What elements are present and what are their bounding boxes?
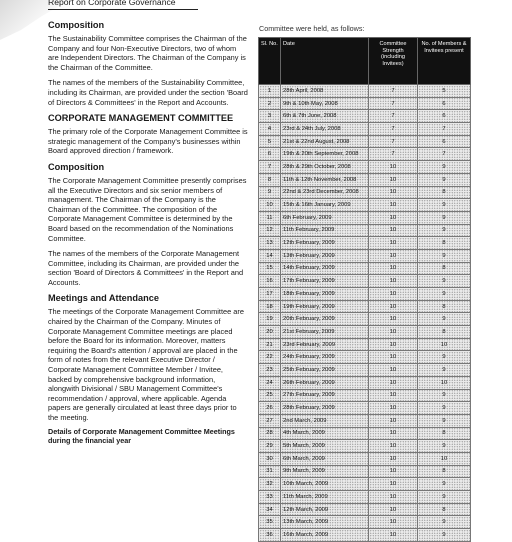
cell-date: 26th February, 2009 bbox=[281, 376, 369, 389]
cell-committee-strength: 10 bbox=[369, 161, 418, 174]
cell-date: 14th February, 2009 bbox=[281, 262, 369, 275]
cell-committee-strength: 10 bbox=[369, 237, 418, 250]
cell-sl-no: 33 bbox=[259, 491, 281, 504]
table-row bbox=[259, 491, 471, 504]
composition2-paragraph-1: The Corporate Management Committee presently comprises all the Executive Directors and six senior members of management. The Chairman of the Company is the Chairman of the Committee. The composition of the Corporate Management Committee is determined by the Board based on the recommendation of the Nominations Committee. bbox=[48, 175, 247, 243]
cmc-heading: CORPORATE MANAGEMENT COMMITTEE bbox=[48, 113, 234, 124]
cell-date: 21st & 22nd August, 2008 bbox=[281, 135, 369, 148]
table-row bbox=[259, 148, 471, 161]
cell-members-present: 9 bbox=[418, 529, 471, 542]
cell-committee-strength: 10 bbox=[369, 440, 418, 453]
cell-date: 19th & 20th September, 2008 bbox=[281, 148, 369, 161]
cell-date: 6th March, 2009 bbox=[281, 452, 369, 465]
cell-date: 12th March, 2009 bbox=[281, 503, 369, 516]
cell-sl-no: 29 bbox=[259, 440, 281, 453]
cell-sl-no: 28 bbox=[259, 427, 281, 440]
cell-members-present: 10 bbox=[418, 338, 471, 351]
table-row bbox=[259, 262, 471, 275]
cell-members-present: 9 bbox=[418, 440, 471, 453]
cell-sl-no: 30 bbox=[259, 452, 281, 465]
table-row bbox=[259, 389, 471, 402]
meetings-paragraph: The meetings of the Corporate Management Committee are chaired by the Chairman of the Company. Minutes of Corporate Management Committee meetings are placed before the Board for its information. Moreover, matters requiring the Board's attention / approval are placed in the form of notes from the relevant Executive Director / Corporate Management Committee Member / Invitee, backed by comprehensive background information, alongwith Divisional / SBU Management Committee's recommendation / approval, where applicable. Agenda papers are generally circulated at least three days prior to the meeting. bbox=[48, 307, 244, 422]
cell-members-present: 8 bbox=[418, 427, 471, 440]
cell-date: 18th February, 2009 bbox=[281, 288, 369, 301]
cell-committee-strength: 10 bbox=[369, 503, 418, 516]
cell-date: 23rd February, 2009 bbox=[281, 338, 369, 351]
cell-committee-strength: 10 bbox=[369, 211, 418, 224]
cell-date: 6th February, 2009 bbox=[281, 211, 369, 224]
cell-sl-no: 5 bbox=[259, 135, 281, 148]
cell-committee-strength: 10 bbox=[369, 300, 418, 313]
cell-members-present: 6 bbox=[418, 110, 471, 123]
composition-heading: Composition bbox=[48, 20, 105, 30]
cell-members-present: 9 bbox=[418, 249, 471, 262]
cell-sl-no: 14 bbox=[259, 249, 281, 262]
cell-sl-no: 2 bbox=[259, 97, 281, 110]
cell-date: 12th February, 2009 bbox=[281, 237, 369, 250]
cell-sl-no: 1 bbox=[259, 85, 281, 98]
cell-sl-no: 7 bbox=[259, 161, 281, 174]
cell-committee-strength: 10 bbox=[369, 313, 418, 326]
cell-date: 20th February, 2009 bbox=[281, 313, 369, 326]
cell-committee-strength: 10 bbox=[369, 529, 418, 542]
cell-date: 22nd & 23rd December, 2008 bbox=[281, 186, 369, 199]
composition-paragraph-1: The Sustainability Committee comprises the Chairman of the Company and four Non-Executive Directors, two of whom are Independent Directors. The Chairman of the Company is the Chairman of the Committee. bbox=[48, 34, 247, 72]
cell-date: 9th March, 2009 bbox=[281, 465, 369, 478]
table-row bbox=[259, 85, 471, 98]
cell-date: 13th March, 2009 bbox=[281, 516, 369, 529]
cell-committee-strength: 10 bbox=[369, 173, 418, 186]
table-row bbox=[259, 452, 471, 465]
cell-committee-strength: 7 bbox=[369, 97, 418, 110]
composition2-paragraph-2: The names of the members of the Corporate Management Committee, including its Chairman, are provided under the section 'Board of Directors & Committees' in the Report and Accounts. bbox=[48, 249, 244, 287]
cell-members-present: 9 bbox=[418, 211, 471, 224]
table-row bbox=[259, 275, 471, 288]
cell-date: 10th March, 2009 bbox=[281, 478, 369, 491]
cell-members-present: 9 bbox=[418, 199, 471, 212]
cell-members-present: 9 bbox=[418, 389, 471, 402]
table-header-row bbox=[259, 38, 471, 85]
cell-members-present: 9 bbox=[418, 516, 471, 529]
cell-sl-no: 34 bbox=[259, 503, 281, 516]
table-row bbox=[259, 224, 471, 237]
cell-date: 15th & 16th January, 2009 bbox=[281, 199, 369, 212]
cell-sl-no: 31 bbox=[259, 465, 281, 478]
table-row bbox=[259, 237, 471, 250]
cell-date: 25th February, 2009 bbox=[281, 364, 369, 377]
cell-members-present: 9 bbox=[418, 402, 471, 415]
cell-members-present: 9 bbox=[418, 351, 471, 364]
composition2-heading: Composition bbox=[48, 161, 105, 172]
cell-sl-no: 24 bbox=[259, 376, 281, 389]
header-sl-no: Sl. No. bbox=[259, 38, 281, 85]
cell-committee-strength: 10 bbox=[369, 402, 418, 415]
header-members-present: No. of Members & Invitees present bbox=[418, 38, 471, 85]
table-row bbox=[259, 326, 471, 339]
cell-sl-no: 23 bbox=[259, 364, 281, 377]
cell-sl-no: 20 bbox=[259, 326, 281, 339]
cell-committee-strength: 10 bbox=[369, 364, 418, 377]
table-row bbox=[259, 135, 471, 148]
cell-committee-strength: 10 bbox=[369, 427, 418, 440]
cell-sl-no: 26 bbox=[259, 402, 281, 415]
cell-date: 21st February, 2009 bbox=[281, 326, 369, 339]
header-committee-strength: Committee Strength (including Invitees) bbox=[369, 38, 418, 85]
cell-sl-no: 3 bbox=[259, 110, 281, 123]
cell-sl-no: 13 bbox=[259, 237, 281, 250]
meetings-heading: Meetings and Attendance bbox=[48, 293, 159, 304]
cell-sl-no: 11 bbox=[259, 211, 281, 224]
cell-members-present: 9 bbox=[418, 364, 471, 377]
cell-members-present: 9 bbox=[418, 161, 471, 174]
table-row bbox=[259, 503, 471, 516]
table-body bbox=[259, 85, 471, 542]
cell-sl-no: 8 bbox=[259, 173, 281, 186]
cell-members-present: 9 bbox=[418, 478, 471, 491]
table-row bbox=[259, 173, 471, 186]
table-row bbox=[259, 199, 471, 212]
cell-members-present: 8 bbox=[418, 186, 471, 199]
cell-date: 17th February, 2009 bbox=[281, 275, 369, 288]
cell-members-present: 10 bbox=[418, 376, 471, 389]
cell-committee-strength: 10 bbox=[369, 465, 418, 478]
composition-paragraph-2: The names of the members of the Sustainability Committee, including its Chairman, are provided under the section 'Board of Directors & Committees' in the Report and Accounts. bbox=[48, 78, 248, 107]
cell-sl-no: 9 bbox=[259, 186, 281, 199]
cell-members-present: 10 bbox=[418, 452, 471, 465]
cell-members-present: 8 bbox=[418, 262, 471, 275]
cmc-paragraph: The primary role of the Corporate Management Committee is strategic management of the Company's businesses within Board approved direction / framework. bbox=[48, 127, 248, 156]
cell-committee-strength: 10 bbox=[369, 199, 418, 212]
cell-sl-no: 6 bbox=[259, 148, 281, 161]
table-row bbox=[259, 402, 471, 415]
cell-members-present: 8 bbox=[418, 326, 471, 339]
table-row bbox=[259, 249, 471, 262]
table-row bbox=[259, 427, 471, 440]
table-row bbox=[259, 364, 471, 377]
cell-members-present: 8 bbox=[418, 503, 471, 516]
cell-members-present: 9 bbox=[418, 173, 471, 186]
cell-sl-no: 27 bbox=[259, 414, 281, 427]
details-heading: Details of Corporate Management Committee Meetings during the financial year bbox=[48, 426, 235, 445]
table-row bbox=[259, 338, 471, 351]
header-date: Date bbox=[281, 38, 369, 85]
cell-committee-strength: 10 bbox=[369, 452, 418, 465]
table-row bbox=[259, 516, 471, 529]
cell-committee-strength: 10 bbox=[369, 338, 418, 351]
table-caption: Committee were held, as follows: bbox=[259, 24, 365, 33]
cell-date: 5th March, 2009 bbox=[281, 440, 369, 453]
cell-sl-no: 32 bbox=[259, 478, 281, 491]
cell-committee-strength: 10 bbox=[369, 262, 418, 275]
table-row bbox=[259, 211, 471, 224]
cell-committee-strength: 10 bbox=[369, 288, 418, 301]
cell-committee-strength: 10 bbox=[369, 376, 418, 389]
table-row bbox=[259, 123, 471, 136]
page-title: Report on Corporate Governance bbox=[48, 0, 198, 10]
cell-sl-no: 22 bbox=[259, 351, 281, 364]
left-column bbox=[48, 0, 248, 445]
cell-members-present: 9 bbox=[418, 275, 471, 288]
cell-committee-strength: 10 bbox=[369, 516, 418, 529]
cell-members-present: 5 bbox=[418, 85, 471, 98]
meetings-table-wrapper bbox=[258, 37, 467, 538]
cell-committee-strength: 7 bbox=[369, 135, 418, 148]
cell-committee-strength: 10 bbox=[369, 414, 418, 427]
cell-date: 24th February, 2009 bbox=[281, 351, 369, 364]
cell-members-present: 9 bbox=[418, 414, 471, 427]
cell-committee-strength: 7 bbox=[369, 148, 418, 161]
cell-sl-no: 16 bbox=[259, 275, 281, 288]
cell-members-present: 7 bbox=[418, 123, 471, 136]
cell-members-present: 9 bbox=[418, 224, 471, 237]
table-row bbox=[259, 478, 471, 491]
cell-committee-strength: 10 bbox=[369, 186, 418, 199]
cell-committee-strength: 10 bbox=[369, 275, 418, 288]
cell-sl-no: 10 bbox=[259, 199, 281, 212]
cell-sl-no: 12 bbox=[259, 224, 281, 237]
cell-date: 11th & 12th November, 2008 bbox=[281, 173, 369, 186]
cell-committee-strength: 10 bbox=[369, 249, 418, 262]
cell-sl-no: 35 bbox=[259, 516, 281, 529]
cell-sl-no: 17 bbox=[259, 288, 281, 301]
table-row bbox=[259, 351, 471, 364]
meetings-table bbox=[258, 37, 471, 542]
cell-date: 28th February, 2009 bbox=[281, 402, 369, 415]
cell-members-present: 6 bbox=[418, 97, 471, 110]
cell-committee-strength: 10 bbox=[369, 224, 418, 237]
cell-committee-strength: 10 bbox=[369, 491, 418, 504]
cell-committee-strength: 7 bbox=[369, 123, 418, 136]
table-row bbox=[259, 376, 471, 389]
cell-date: 6th & 7th June, 2008 bbox=[281, 110, 369, 123]
cell-sl-no: 15 bbox=[259, 262, 281, 275]
cell-members-present: 7 bbox=[418, 148, 471, 161]
cell-members-present: 8 bbox=[418, 465, 471, 478]
cell-members-present: 9 bbox=[418, 491, 471, 504]
cell-date: 9th & 10th May, 2008 bbox=[281, 97, 369, 110]
cell-date: 28th April, 2008 bbox=[281, 85, 369, 98]
cell-committee-strength: 10 bbox=[369, 326, 418, 339]
cell-sl-no: 21 bbox=[259, 338, 281, 351]
cell-members-present: 9 bbox=[418, 313, 471, 326]
cell-committee-strength: 7 bbox=[369, 110, 418, 123]
table-row bbox=[259, 97, 471, 110]
cell-sl-no: 4 bbox=[259, 123, 281, 136]
table-row bbox=[259, 414, 471, 427]
table-row bbox=[259, 161, 471, 174]
table-row bbox=[259, 313, 471, 326]
cell-committee-strength: 10 bbox=[369, 351, 418, 364]
table-row bbox=[259, 465, 471, 478]
cell-date: 11th March, 2009 bbox=[281, 491, 369, 504]
table-row bbox=[259, 288, 471, 301]
cell-date: 4th March, 2009 bbox=[281, 427, 369, 440]
cell-date: 16th March, 2009 bbox=[281, 529, 369, 542]
cell-committee-strength: 10 bbox=[369, 478, 418, 491]
cell-date: 23rd & 24th July, 2008 bbox=[281, 123, 369, 136]
cell-sl-no: 36 bbox=[259, 529, 281, 542]
table-row bbox=[259, 529, 471, 542]
table-row bbox=[259, 300, 471, 313]
cell-sl-no: 18 bbox=[259, 300, 281, 313]
cell-sl-no: 19 bbox=[259, 313, 281, 326]
cell-date: 19th February, 2009 bbox=[281, 300, 369, 313]
table-row bbox=[259, 186, 471, 199]
cell-date: 2nd March, 2009 bbox=[281, 414, 369, 427]
cell-committee-strength: 10 bbox=[369, 389, 418, 402]
table-row bbox=[259, 110, 471, 123]
cell-members-present: 8 bbox=[418, 237, 471, 250]
cell-members-present: 9 bbox=[418, 288, 471, 301]
cell-date: 13th February, 2009 bbox=[281, 249, 369, 262]
cell-sl-no: 25 bbox=[259, 389, 281, 402]
table-row bbox=[259, 440, 471, 453]
cell-date: 27th February, 2009 bbox=[281, 389, 369, 402]
cell-members-present: 8 bbox=[418, 300, 471, 313]
cell-committee-strength: 7 bbox=[369, 85, 418, 98]
cell-date: 11th February, 2009 bbox=[281, 224, 369, 237]
cell-members-present: 6 bbox=[418, 135, 471, 148]
cell-date: 28th & 29th October, 2008 bbox=[281, 161, 369, 174]
